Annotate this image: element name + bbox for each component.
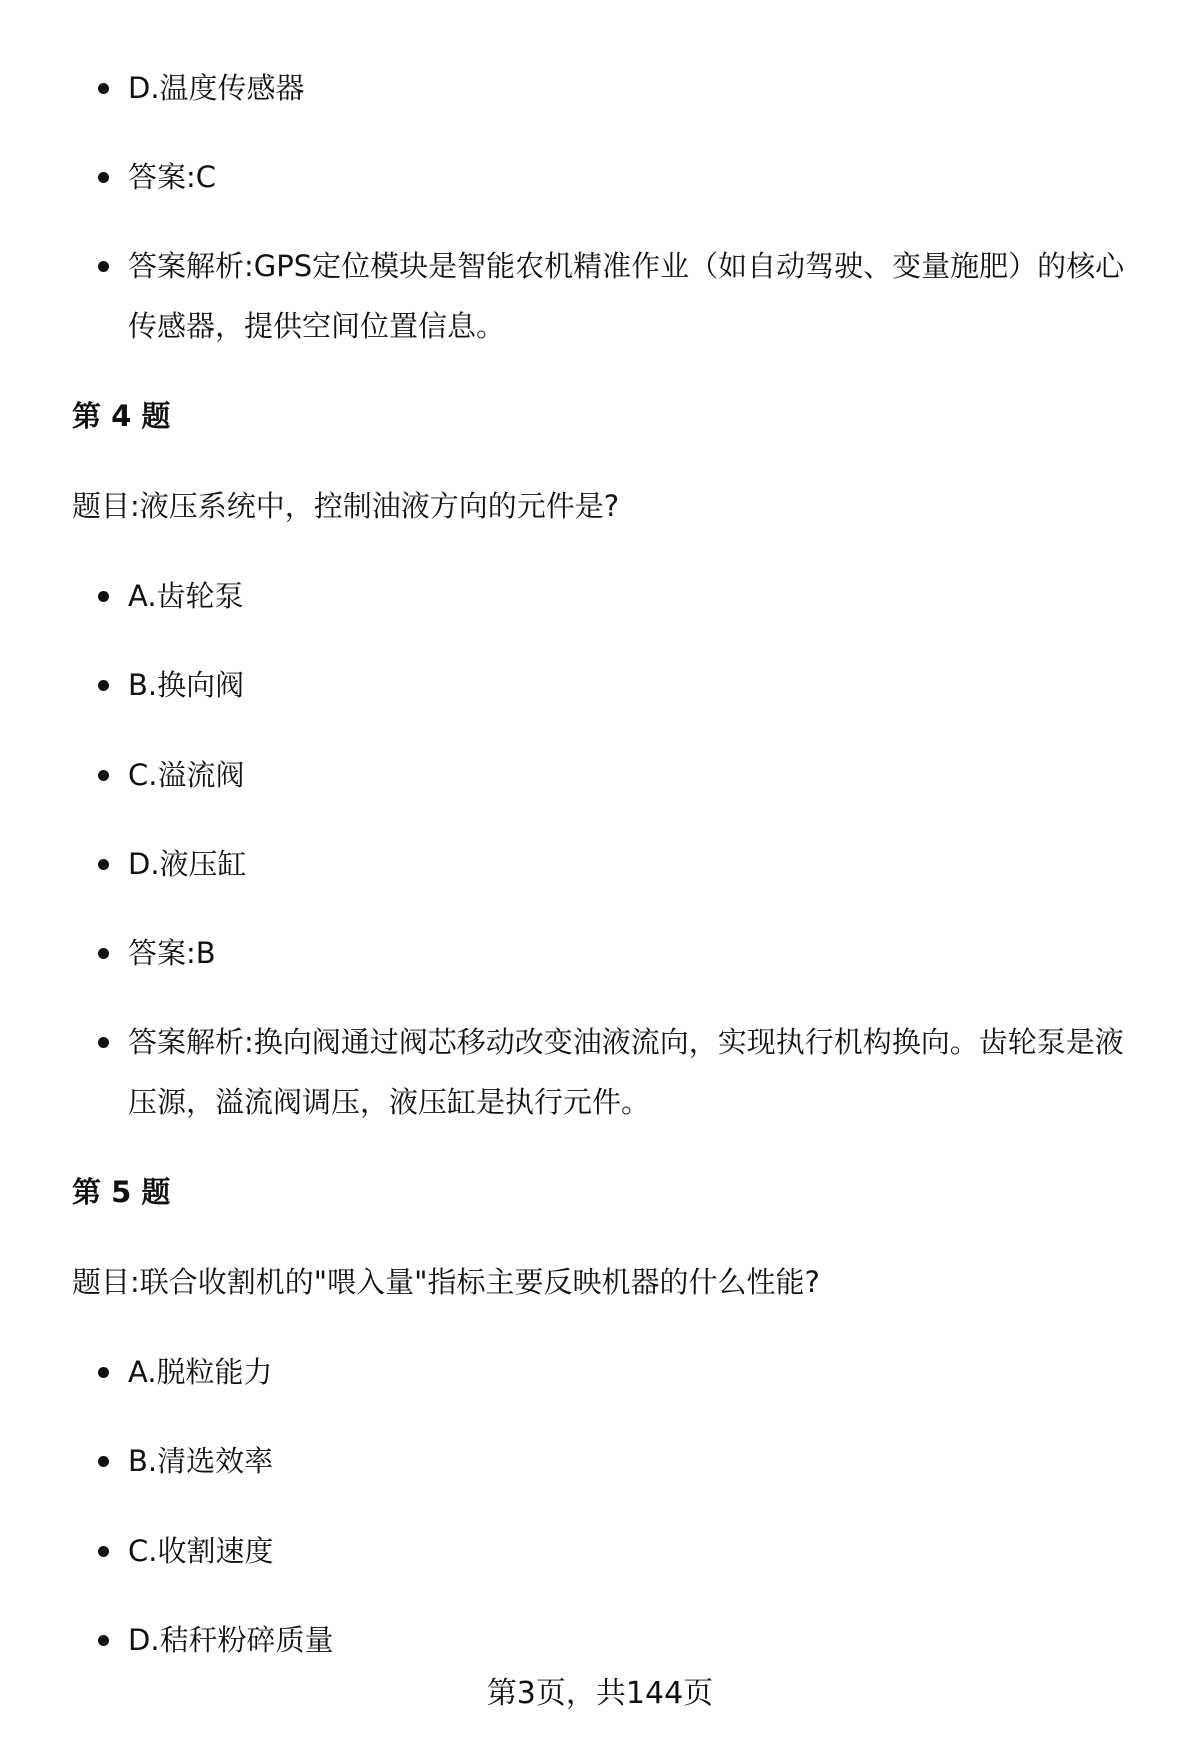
q3-answer: 答案:C xyxy=(128,147,1148,207)
q3-explanation: 答案解析:GPS定位模块是智能农机精准作业（如自动驾驶、变量施肥）的核心传感器，提供空间位置信息。 xyxy=(128,236,1148,356)
q3-option-d: D.温度传感器 xyxy=(128,58,1148,118)
q4-explanation: 答案解析:换向阀通过阀芯移动改变油液流向，实现执行机构换向。齿轮泵是液压源，溢流阀调压，液压缸是执行元件。 xyxy=(128,1012,1148,1132)
q4-option-b: B.换向阀 xyxy=(128,655,1148,715)
q4-option-a: A.齿轮泵 xyxy=(128,566,1148,626)
q4-answer: 答案:B xyxy=(128,923,1148,983)
q4-option-d: D.液压缸 xyxy=(128,834,1148,894)
q5-option-d: D.秸秆粉碎质量 xyxy=(128,1610,1148,1670)
q5-option-c: C.收割速度 xyxy=(128,1521,1148,1581)
q5-stem: 题目:联合收割机的"喂入量"指标主要反映机器的什么性能? xyxy=(72,1265,820,1299)
q5-heading: 第 5 题 xyxy=(72,1175,171,1209)
q4-heading: 第 4 题 xyxy=(72,399,171,433)
q4-option-c: C.溢流阀 xyxy=(128,745,1148,805)
q4-stem: 题目:液压系统中，控制油液方向的元件是? xyxy=(72,489,620,523)
page-number-footer: 第3页，共144页 xyxy=(486,1676,714,1711)
q5-option-b: B.清选效率 xyxy=(128,1431,1148,1491)
q5-option-a: A.脱粒能力 xyxy=(128,1342,1148,1402)
